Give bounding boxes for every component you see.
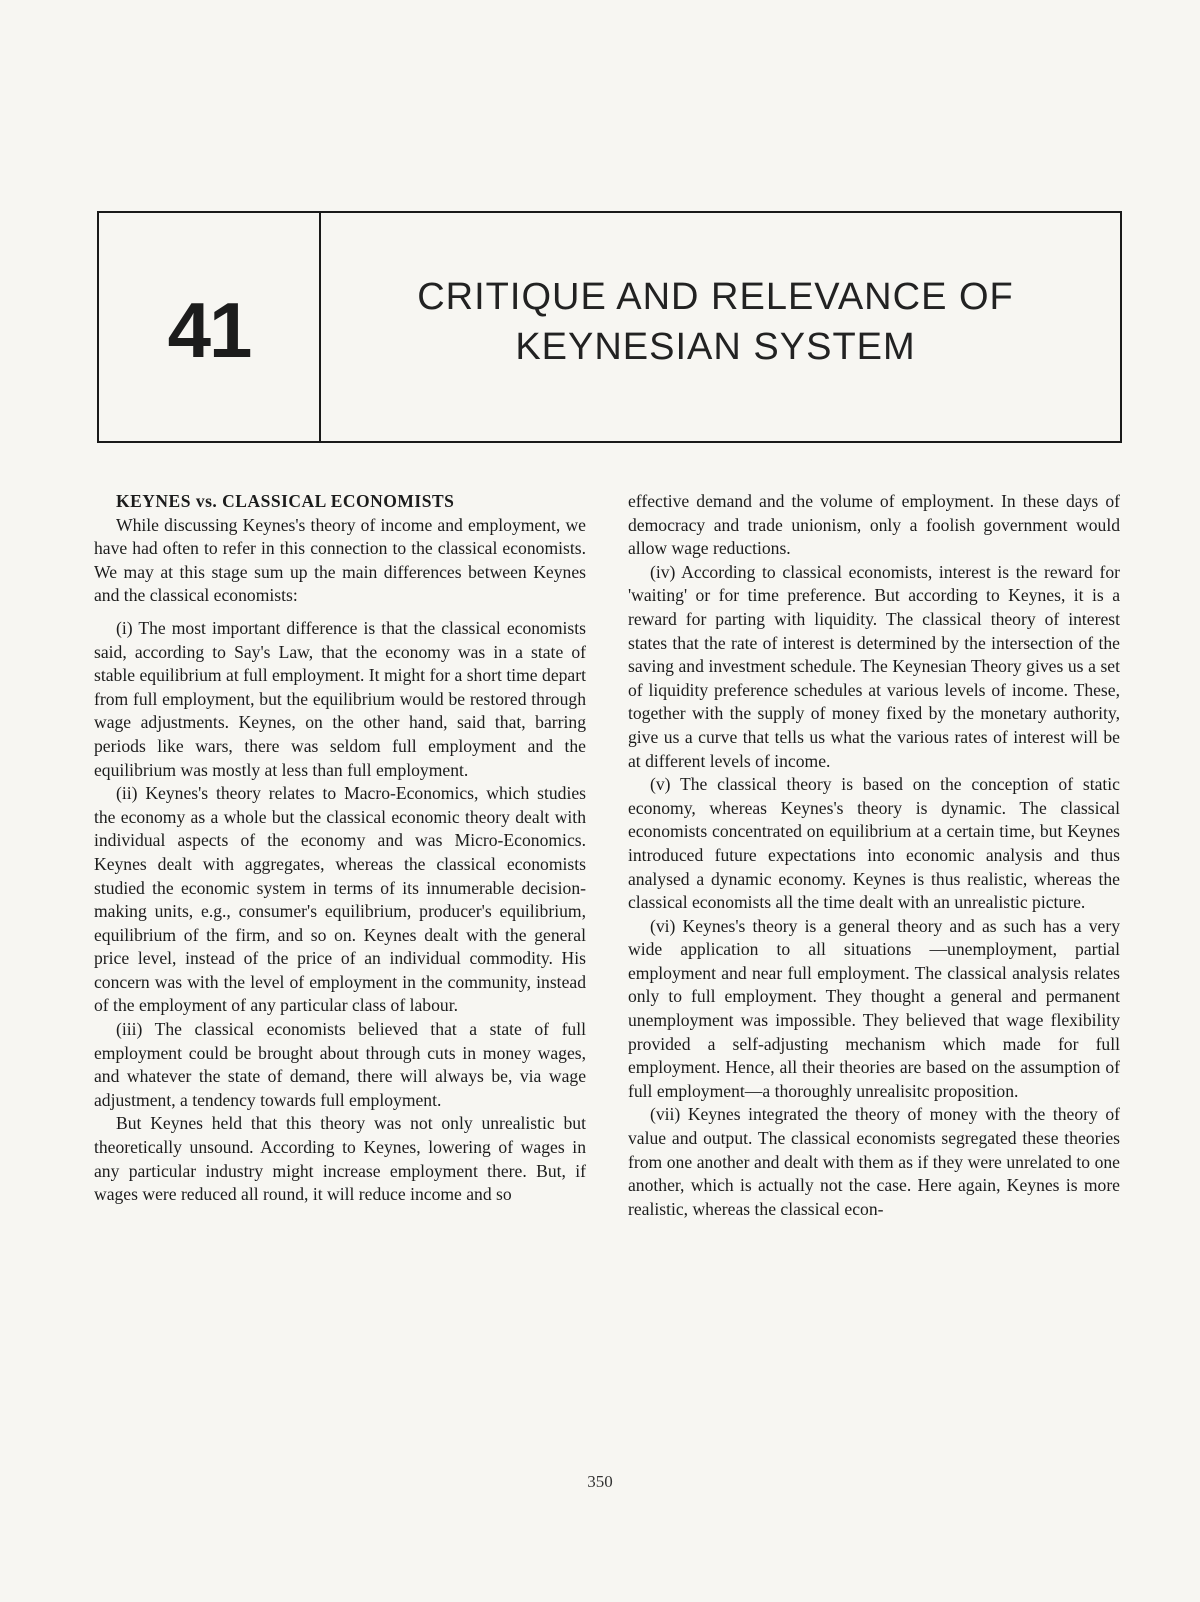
- point-ii-paragraph: (ii) Keynes's theory relates to Macro-Economics, which studies the economy as a whole but the classical economic theory dealt with individual aspects of the economy and was Micro-Economics. Keynes dealt with aggregates, whereas the classical economists studied the economic system in terms of its innumerable decision-making units, e.g., consumer's equilibrium, producer's equilibrium, equilibrium of the firm, and so on. Keynes dealt with the general price level, instead of the price of an individual commodity. His concern was with the level of employment in the community, instead of the employment of any particular class of labour.: [94, 783, 586, 1016]
- point-vii-paragraph: (vii) Keynes integrated the theory of money with the theory of value and output. The classical economists segregated these theories from one another and dealt with them as if they were unrelated to one another, which is actually not the case. Here again, Keynes is more realistic, whereas the classical econ-: [628, 1104, 1120, 1219]
- point-v-paragraph: (v) The classical theory is based on the conception of static economy, whereas Keynes's theory is dynamic. The classical economists concentrated on equilibrium at a certain time, but Keynes introduced future expectations into economic analysis and thus analysed a dynamic economy. Keynes is thus realistic, whereas the classical economists all the time dealt with an unrealistic picture.: [628, 774, 1120, 913]
- section-heading: KEYNES vs. CLASSICAL ECONOMISTS: [116, 491, 455, 511]
- intro-paragraph: While discussing Keynes's theory of income and employment, we have had often to refer in this connection to the classical economists. We may at this stage sum up the main differences between Keynes and the classical economists:: [94, 514, 586, 606]
- point-iii-continuation-paragraph: But Keynes held that this theory was not only unrealistic but theoretically unsound. According to Keynes, lowering of wages in any particular industry might increase employment there. But, if wages were reduced all round, it will reduce income and so: [94, 1113, 586, 1205]
- chapter-title-line-1: CRITIQUE AND RELEVANCE OF: [417, 276, 1014, 318]
- right-column: [628, 490, 1120, 1221]
- chapter-header-box: [97, 211, 1122, 443]
- point-iii-paragraph: (iii) The classical economists believed that a state of full employment could be brought about through cuts in money wages, and whatever the state of demand, there will always be, via wage adjustment, a tendency towards full employment.: [94, 1019, 586, 1110]
- point-iv-paragraph: (iv) According to classical economists, interest is the reward for 'waiting' or for time preference. But according to Keynes, it is a reward for parting with liquidity. The classical theory of interest states that the rate of interest is determined by the intersection of the saving and investment schedule. The Keynesian Theory gives us a set of liquidity preference schedules at various levels of income. These, together with the supply of money fixed by the monetary authority, give us a curve that tells us what the various rates of interest will be at different levels of income.: [628, 561, 1120, 771]
- chapter-title-line-2: KEYNESIAN SYSTEM: [515, 326, 916, 368]
- point-vi-paragraph: (vi) Keynes's theory is a general theory and as such has a very wide application to all situations —unemployment, partial employment and near full employment. The classical analysis relates only to full employment. They thought a general and permanent unemployment was impossible. They believed that wage flexibility provided a self-adjusting mechanism which made for full employment. Hence, all their theories are based on the assumption of full employment—a thoroughly unrealisitc proposition.: [628, 915, 1120, 1101]
- page-number: 350: [587, 1472, 613, 1491]
- chapter-title: [321, 213, 1120, 441]
- left-column: [94, 490, 586, 1207]
- point-i-paragraph: (i) The most important difference is that the classical economists said, according to Say's Law, that the economy was in a state of stable equilibrium at full employment. It might for a short time depart from full employment, but the equilibrium would be restored through wage adjustments. Keynes, on the other hand, said that, barring periods like wars, there was seldom full employment and the equilibrium was mostly at less than full employment.: [94, 617, 586, 780]
- continued-paragraph: effective demand and the volume of employment. In these days of democracy and trade unionism, only a foolish government would allow wage reductions.: [628, 491, 1120, 559]
- chapter-number: 41: [167, 285, 251, 374]
